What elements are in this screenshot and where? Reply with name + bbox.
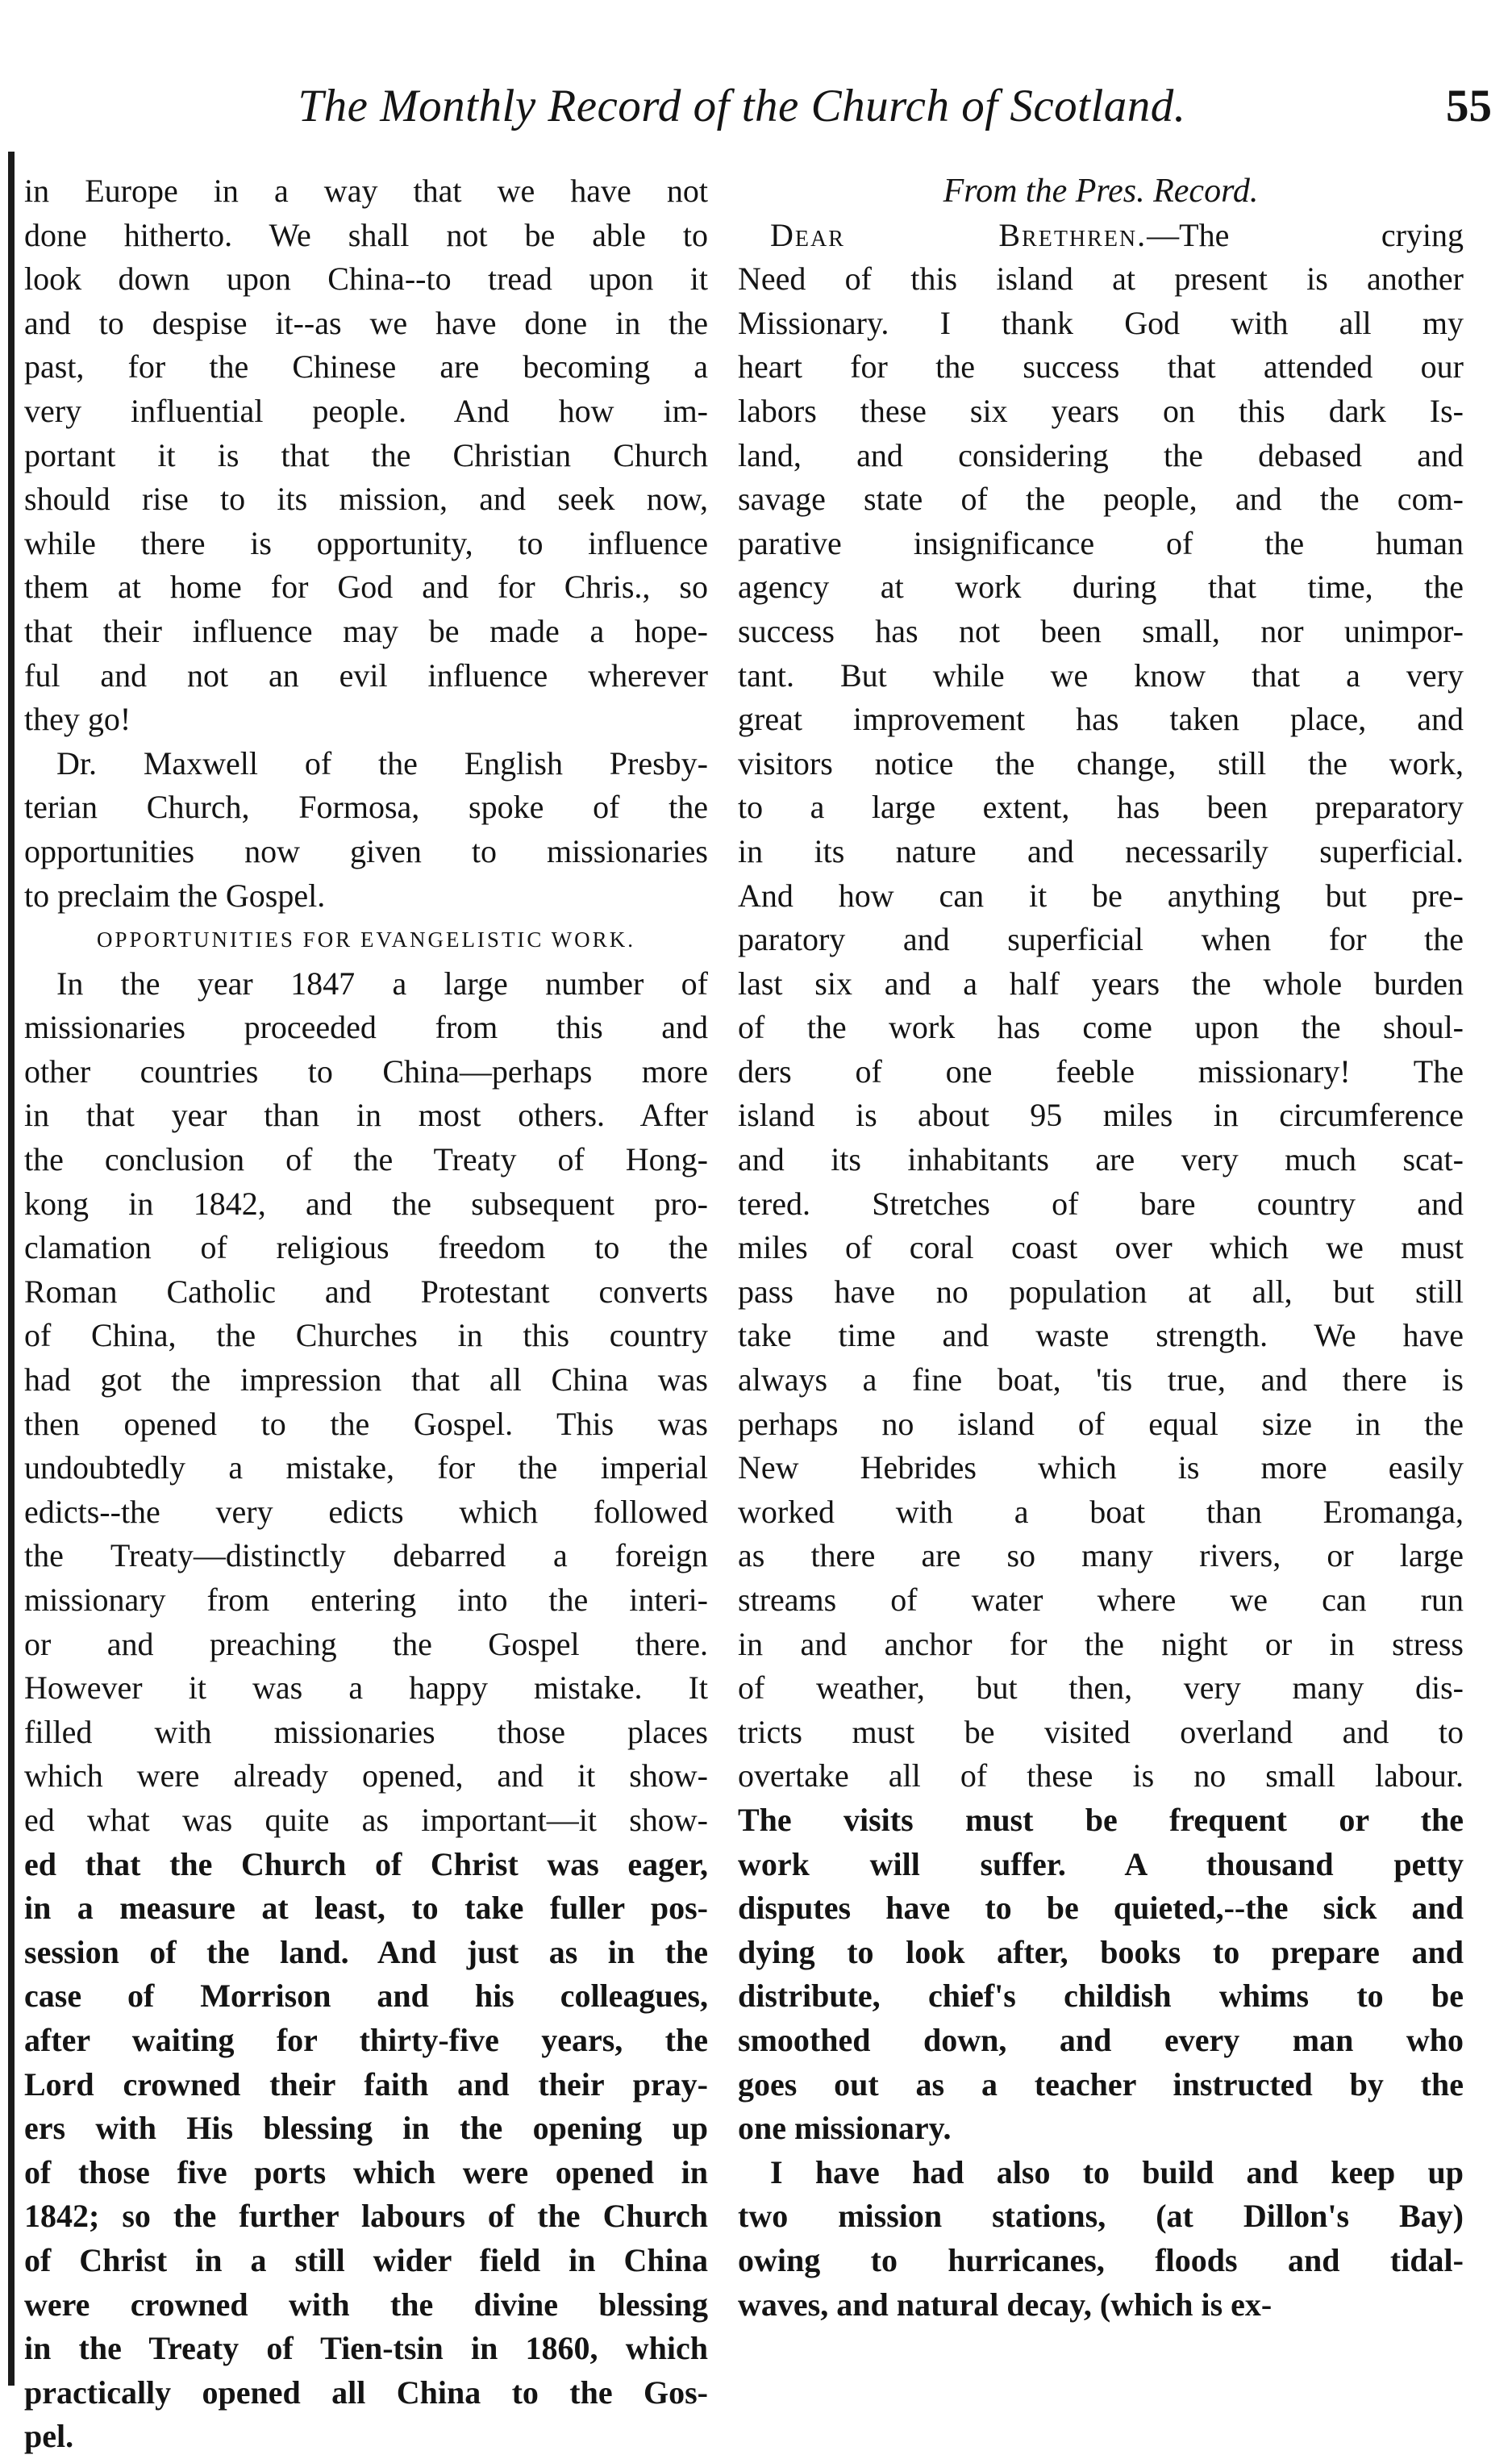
text-line: dying to look after, books to prepare and [738, 1933, 1464, 1970]
text-line: had got the impression that all China was [24, 1361, 708, 1398]
text-line: work will suffer. A thousand petty [738, 1845, 1464, 1882]
text-line: and to despise it--as we have done in the [24, 304, 708, 341]
text-line: owing to hurricanes, floods and tidal- [738, 2241, 1464, 2278]
right-column [738, 169, 1464, 2327]
paragraph [738, 2151, 1464, 2327]
text-line: 1842; so the further labours of the Church [24, 2198, 708, 2235]
text-line: heart for the success that attended our [738, 348, 1464, 386]
source-attribution: From the Pres. Record. [943, 173, 1259, 210]
text-line: labors these six years on this dark Is- [738, 392, 1464, 429]
text-line: overtake all of these is no small labour. [738, 1757, 1464, 1794]
text-line: were crowned with the divine blessing [24, 2286, 708, 2323]
text-line: visitors notice the change, still the work, [738, 744, 1464, 781]
text-line: filled with missionaries those places [24, 1713, 708, 1750]
text-line: Missionary. I thank God with all my [738, 304, 1464, 341]
text-line: Lord crowned their faith and their pray- [24, 2065, 708, 2103]
text-line: ed that the Church of Christ was eager, [24, 1845, 708, 1882]
paragraph [24, 962, 708, 2459]
text-line: land, and considering the debased and [738, 436, 1464, 473]
text-line: parative insignificance of the human [738, 524, 1464, 561]
text-line: ers with His blessing in the opening up [24, 2110, 708, 2147]
text-line: very influential people. And how im- [24, 392, 708, 429]
section-heading: OPPORTUNITIES FOR EVANGELISTIC WORK. [97, 927, 635, 952]
text-line: disputes have to be quieted,--the sick and [738, 1890, 1464, 1927]
text-line: success has not been small, nor unimpor- [738, 612, 1464, 649]
text-line: The visits must be frequent or the [738, 1801, 1464, 1838]
text-line: always a fine boat, 'tis true, and there is [738, 1361, 1464, 1398]
text-line: streams of water where we can run [738, 1582, 1464, 1618]
salutation: Dear Brethren. [770, 216, 1148, 253]
text-line: look down upon China--to tread upon it [24, 260, 708, 298]
text-line: in that year than in most others. After [24, 1097, 708, 1134]
text-line: smoothed down, and every man who [738, 2021, 1464, 2058]
text-line: In the year 1847 a large number of [56, 965, 708, 1002]
paragraph [24, 742, 708, 918]
text-line: to a large extent, has been preparatory [738, 789, 1464, 826]
text-line: perhaps no island of equal size in the [738, 1405, 1464, 1442]
page-header [0, 74, 1512, 139]
text-line: opportunities now given to missionaries [24, 832, 708, 869]
text-line: after waiting for thirty-five years, the [24, 2021, 708, 2058]
text-line: of China, the Churches in this country [24, 1317, 708, 1354]
text-line: agency at work during that time, the [738, 569, 1464, 606]
text-line: portant it is that the Christian Church [24, 436, 708, 473]
text-line: edicts--the very edicts which followed [24, 1493, 708, 1530]
text-line: to preclaim the Gospel. [24, 877, 326, 914]
text-line: clamation of religious freedom to the [24, 1229, 708, 1266]
text-line: then opened to the Gospel. This was [24, 1405, 708, 1442]
text-line: practically opened all China to the Gos- [24, 2374, 708, 2411]
text-line: in its nature and necessarily superficial. [738, 832, 1464, 869]
text-line: in the Treaty of Tien-tsin in 1860, which [24, 2330, 708, 2367]
text-line: which were already opened, and it show- [24, 1757, 708, 1794]
text-line: pass have no population at all, but still [738, 1273, 1464, 1310]
text-line: savage state of the people, and the com- [738, 481, 1464, 518]
text-line: one missionary. [738, 2110, 952, 2147]
text-line: pel. [24, 2418, 74, 2455]
page-number: 55 [1446, 81, 1492, 131]
text-line: tricts must be visited overland and to [738, 1713, 1464, 1750]
text-line: miles of coral coast over which we must [738, 1229, 1464, 1266]
text-line: the conclusion of the Treaty of Hong- [24, 1141, 708, 1178]
text-line: ders of one feeble missionary! The [738, 1052, 1464, 1090]
text-line: ful and not an evil influence wherever [24, 656, 708, 694]
text-line: island is about 95 miles in circumference [738, 1097, 1464, 1134]
text-line: and its inhabitants are very much scat- [738, 1141, 1464, 1178]
text-line: missionary from entering into the interi- [24, 1582, 708, 1618]
text-line: of Christ in a still wider field in China [24, 2241, 708, 2278]
text-line: kong in 1842, and the subsequent pro- [24, 1185, 708, 1222]
text-line: in and anchor for the night or in stress [738, 1625, 1464, 1662]
text-line: them at home for God and for Chris., so [24, 569, 708, 606]
text-line: undoubtedly a mistake, for the imperial [24, 1449, 708, 1486]
paragraph [738, 214, 1464, 2151]
text-line: other countries to China—perhaps more [24, 1052, 708, 1090]
text-line: the Treaty—distinctly debarred a foreign [24, 1537, 708, 1574]
text-line: Roman Catholic and Protestant converts [24, 1273, 708, 1310]
text-line: waves, and natural decay, (which is ex- [738, 2286, 1272, 2323]
left-margin-rule [8, 152, 15, 2386]
text-line: that their influence may be made a hope- [24, 612, 708, 649]
text-line: case of Morrison and his colleagues, [24, 1978, 708, 2015]
left-column [24, 169, 708, 2459]
text-line: should rise to its mission, and seek now, [24, 481, 708, 518]
text-line: of those five ports which were opened in [24, 2153, 708, 2190]
text-line: tant. But while we know that a very [738, 656, 1464, 694]
text-line: two mission stations, (at Dillon's Bay) [738, 2198, 1464, 2235]
paragraph [24, 169, 708, 742]
text-line: past, for the Chinese are becoming a [24, 348, 708, 386]
text-line: session of the land. And just as in the [24, 1933, 708, 1970]
text-line: ed what was quite as important—it show- [24, 1801, 708, 1838]
text-line: Dr. Maxwell of the English Presby- [56, 744, 708, 781]
text-line: New Hebrides which is more easily [738, 1449, 1464, 1486]
text-line: last six and a half years the whole burden [738, 965, 1464, 1002]
text-line: great improvement has taken place, and [738, 701, 1464, 738]
text-line [738, 214, 1464, 258]
running-title: The Monthly Record of the Church of Scotland. [298, 81, 1186, 131]
text-line: in a measure at least, to take fuller pos- [24, 1890, 708, 1927]
text-line: However it was a happy mistake. It [24, 1669, 708, 1707]
text-line: while there is opportunity, to influence [24, 524, 708, 561]
text-line: Need of this island at present is another [738, 260, 1464, 298]
text-line: distribute, chief's childish whims to be [738, 1978, 1464, 2015]
text-line: or and preaching the Gospel there. [24, 1625, 708, 1662]
text-line: take time and waste strength. We have [738, 1317, 1464, 1354]
text-line: missionaries proceeded from this and [24, 1009, 708, 1046]
text-line: of weather, but then, very many dis- [738, 1669, 1464, 1707]
text-line: done hitherto. We shall not be able to [24, 216, 708, 253]
line-text: —The crying [1147, 216, 1464, 253]
text-line: they go! [24, 701, 131, 738]
text-line: paratory and superficial when for the [738, 921, 1464, 958]
text-line: as there are so many rivers, or large [738, 1537, 1464, 1574]
text-line: in Europe in a way that we have not [24, 173, 708, 209]
text-line: goes out as a teacher instructed by the [738, 2065, 1464, 2103]
text-line: tered. Stretches of bare country and [738, 1185, 1464, 1222]
text-line: of the work has come upon the shoul- [738, 1009, 1464, 1046]
text-line: worked with a boat than Eromanga, [738, 1493, 1464, 1530]
text-line: I have had also to build and keep up [770, 2153, 1464, 2190]
text-line: And how can it be anything but pre- [738, 877, 1464, 914]
text-line: terian Church, Formosa, spoke of the [24, 789, 708, 826]
